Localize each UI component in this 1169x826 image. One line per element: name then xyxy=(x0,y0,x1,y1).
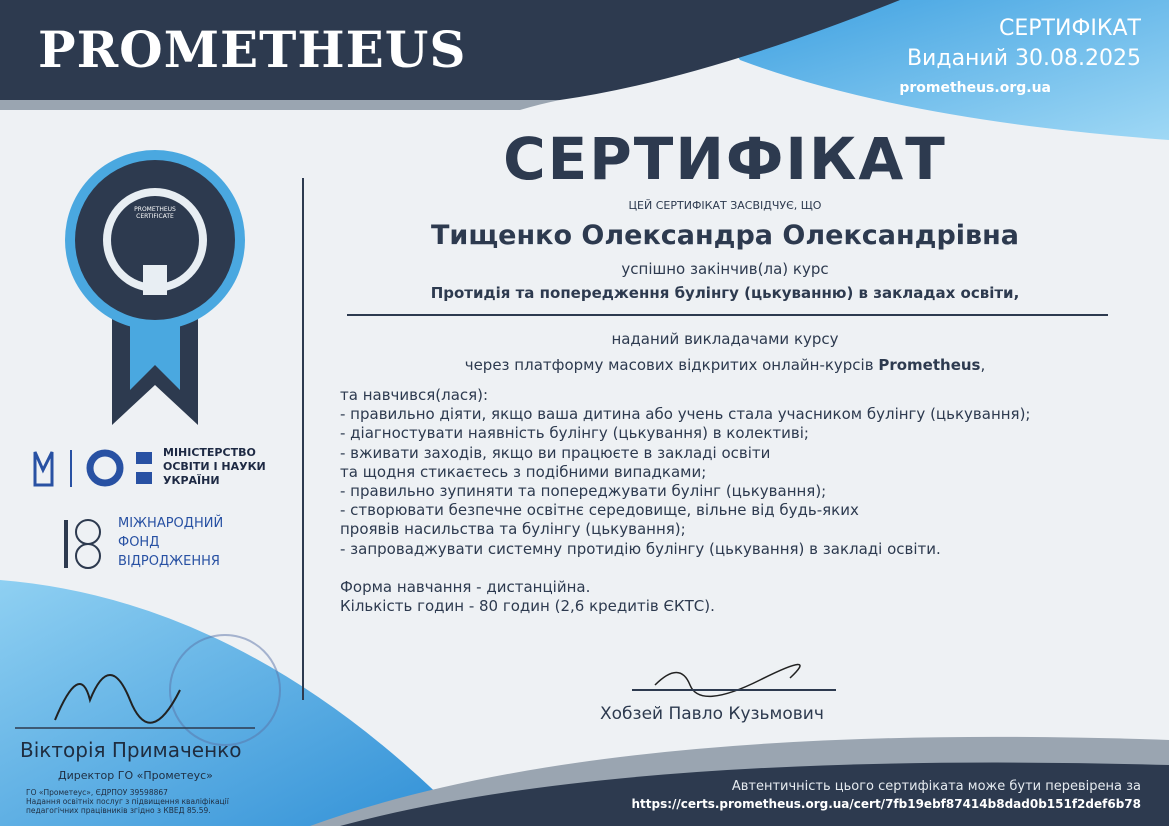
list-item: проявів насильства та булінгу (цькування); xyxy=(340,520,686,539)
legal-line: педагогічних працівників згідно з КВЕД 85.59. xyxy=(26,806,211,815)
platform-prefix: через платформу масових відкритих онлайн-курсів xyxy=(464,356,879,374)
signer-right-name: Хобзей Павло Кузьмович xyxy=(600,704,824,724)
list-item: - діагностувати наявність булінгу (цькування) в колективі; xyxy=(340,424,809,443)
certifies-text: ЦЕЙ СЕРТИФІКАТ ЗАСВІДЧУЄ, ЩО xyxy=(628,199,822,212)
fund-line: МІЖНАРОДНИЙ xyxy=(118,516,224,531)
prometheus-logo: PROMETHEUS xyxy=(38,20,467,79)
ukraine-trident-icon xyxy=(35,452,52,485)
list-item: - створювати безпечне освітнє середовище, вільне від будь-яких xyxy=(340,501,859,520)
ministry-line: МІНІСТЕРСТВО xyxy=(163,446,256,459)
list-item: - вживати заходів, якщо ви працюєте в закладі освіти xyxy=(340,443,771,462)
legal-line: ГО «Прометеус», ЄДРПОУ 39598867 xyxy=(26,788,168,797)
badge-ring-text: PROMETHEUS CERTIFICATE xyxy=(134,206,176,220)
provided-by: наданий викладачами курсу xyxy=(611,330,839,348)
platform-name: Prometheus xyxy=(878,356,981,374)
recipient-name: Тищенко Олександра Олександрівна xyxy=(430,220,1019,251)
certificate-badge-icon xyxy=(65,150,245,425)
fund-logo-icon xyxy=(64,520,100,568)
learned-intro: та навчився(лася): xyxy=(340,386,489,404)
ministry-line: УКРАЇНИ xyxy=(163,474,220,487)
issue-date: Виданий 30.08.2025 xyxy=(906,46,1141,71)
ministry-name xyxy=(163,446,266,488)
list-item: - правильно зупиняти та попереджувати булінг (цькування); xyxy=(340,482,827,501)
verify-text: Автентичність цього сертифіката може бути перевірена за xyxy=(731,779,1141,794)
outcomes-list xyxy=(340,386,1030,616)
course-name: Протидія та попередження булінгу (цькуванню) в закладах освіти, xyxy=(430,284,1020,302)
list-item: та щодня стикаєтесь з подібними випадками; xyxy=(340,462,707,481)
signer-left-name: Вікторія Примаченко xyxy=(20,738,242,762)
signer-left-role: Директор ГО «Прометеус» xyxy=(58,769,213,782)
platform-line xyxy=(310,356,1140,374)
study-hours: Кількість годин - 80 годин (2,6 кредитів ЄКТС). xyxy=(340,597,715,616)
list-item: - правильно діяти, якщо ваша дитина або учень стала учасником булінгу (цькування); xyxy=(340,405,1031,424)
fund-name xyxy=(118,514,223,571)
study-form: Форма навчання - дистанційна. xyxy=(340,577,591,596)
verify-url[interactable]: https://certs.prometheus.org.ua/cert/7fb19ebf87414b8dad0b151f2def6b78 xyxy=(631,797,1141,811)
fund-line: ФОНД xyxy=(118,535,160,550)
header-label: СЕРТИФІКАТ xyxy=(999,16,1141,41)
completed-text: успішно закінчив(ла) курс xyxy=(621,260,829,278)
ministry-line: ОСВІТИ І НАУКИ xyxy=(163,460,266,473)
legal-line: Надання освітніх послуг з підвищення кваліфікації xyxy=(26,797,229,806)
list-item: - запроваджувати системну протидію булінгу (цькування) в закладі освіти. xyxy=(340,539,941,558)
legal-info xyxy=(26,788,229,815)
fund-line: ВІДРОДЖЕННЯ xyxy=(118,554,220,569)
platform-suffix: , xyxy=(980,356,986,374)
signature-right-icon xyxy=(655,664,800,696)
page-title: СЕРТИФІКАТ xyxy=(503,125,947,193)
site-link[interactable]: prometheus.org.ua xyxy=(899,80,1051,96)
ministry-logo-icon xyxy=(90,452,152,484)
